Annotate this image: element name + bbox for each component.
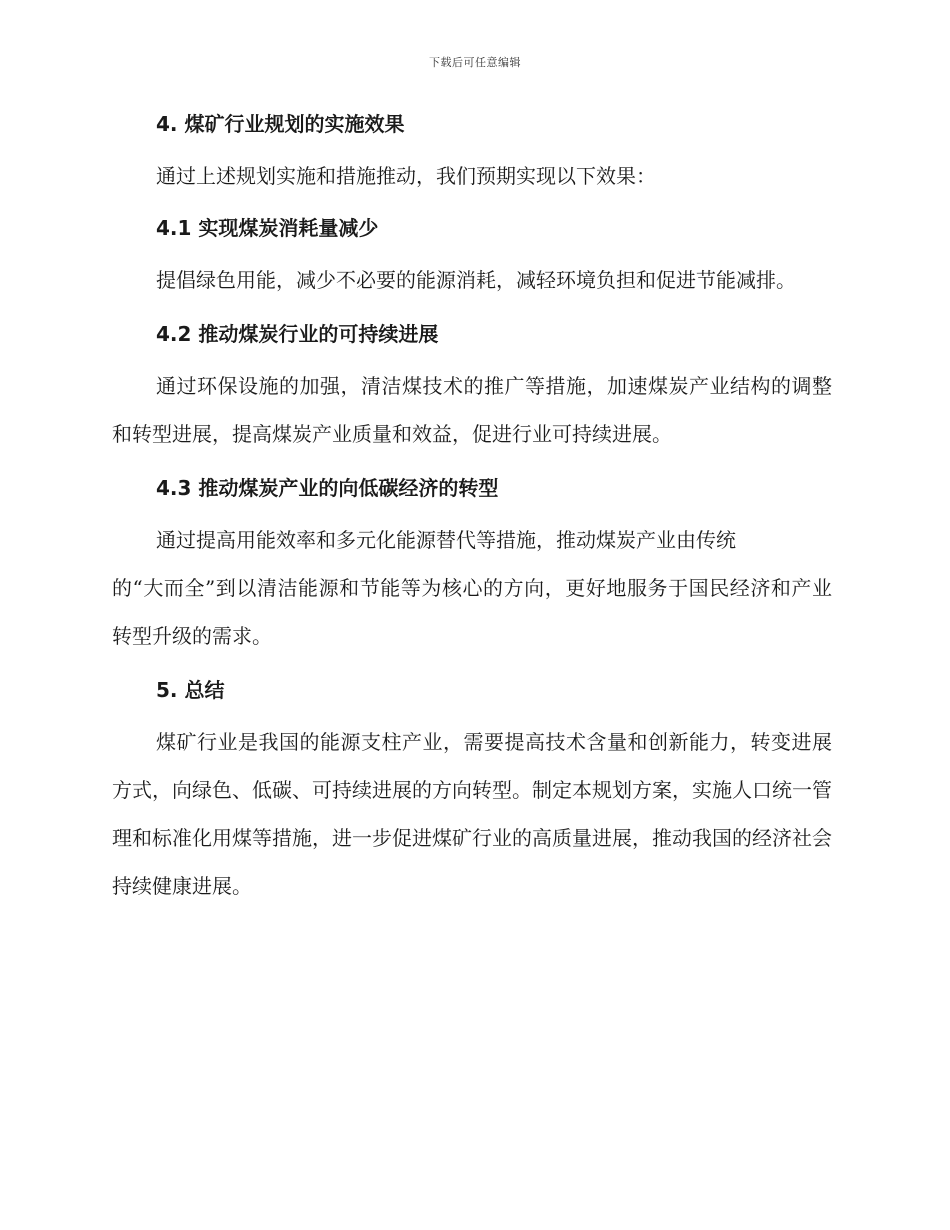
section-4-3-body-line1: 通过提高用能效率和多元化能源替代等措施，推动煤炭产业由传统	[156, 528, 736, 552]
section-4-3-body-rest: 的“大而全”到以清洁能源和节能等为核心的方向，更好地服务于国民经济和产业转型升级的需求。	[112, 576, 832, 648]
section-5-heading: 5. 总结	[156, 678, 225, 702]
section-4-1-heading: 4.1 实现煤炭消耗量减少	[156, 216, 379, 240]
section-4-2-heading: 4.2 推动煤炭行业的可持续进展	[156, 322, 439, 346]
section-4-heading: 4. 煤矿行业规划的实施效果	[156, 112, 405, 136]
section-4-3-heading: 4.3 推动煤炭产业的向低碳经济的转型	[156, 476, 499, 500]
section-4-2-body: 通过环保设施的加强，清洁煤技术的推广等措施，加速煤炭产业结构的调整和转型进展，提高煤炭产业质量和效益，促进行业可持续进展。	[112, 374, 832, 446]
section-5-body: 煤矿行业是我国的能源支柱产业，需要提高技术含量和创新能力，转变进展方式，向绿色、低碳、可持续进展的方向转型。制定本规划方案，实施人口统一管理和标准化用煤等措施，进一步促进煤矿行业的高质量进展，推动我国的经济社会持续健康进展。	[112, 730, 832, 898]
section-4-intro: 通过上述规划实施和措施推动，我们预期实现以下效果：	[156, 164, 656, 188]
document-body	[112, 108, 832, 910]
section-4-3-body	[112, 516, 832, 660]
section-4-1-body: 提倡绿色用能，减少不必要的能源消耗，减轻环境负担和促进节能减排。	[156, 268, 796, 292]
page-header: 下载后可任意编辑	[429, 56, 521, 69]
